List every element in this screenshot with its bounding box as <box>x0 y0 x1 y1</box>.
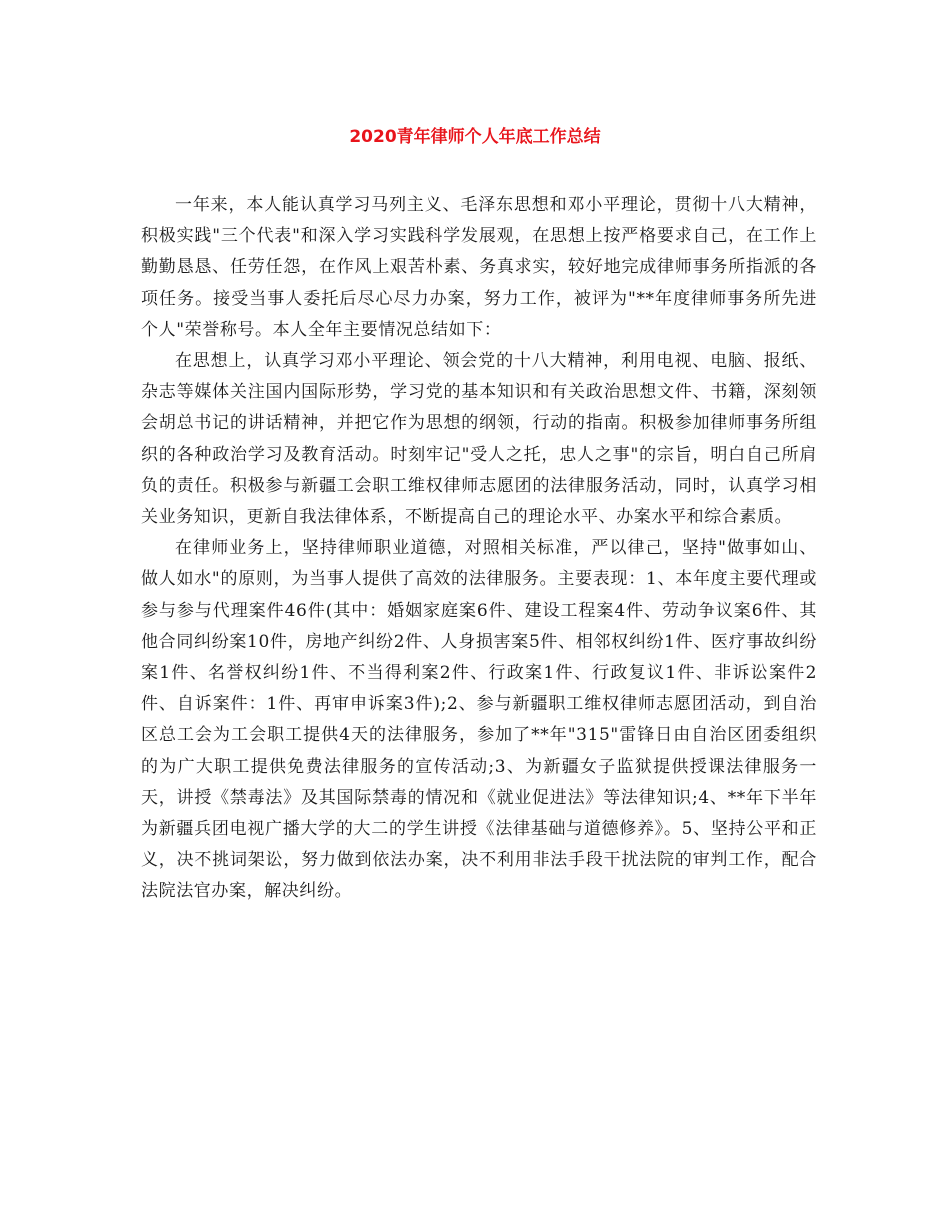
document-title: 2020青年律师个人年底工作总结 <box>349 127 601 147</box>
paragraph-intro: 一年来，本人能认真学习马列主义、毛泽东思想和邓小平理论，贯彻十八大精神，积极实践"三个代表"和深入学习实践科学发展观，在思想上按严格要求自己，在工作上勤勤恳恳、任劳任怨，在作风上艰苦朴素、务真求实，较好地完成律师事务所指派的各项任务。接受当事人委托后尽心尽力办案，努力工作，被评为"**年度律师事务所先进个人"荣誉称号。本人全年主要情况总结如下： <box>141 195 817 340</box>
paragraph-legal-work: 在律师业务上，坚持律师职业道德，对照相关标准，严以律己，坚持"做事如山、做人如水"的原则，为当事人提供了高效的法律服务。主要表现：1、本年度主要代理或参与参与代理案件46件(其中：婚姻家庭案6件、建设工程案4件、劳动争议案6件、其他合同纠纷案10件，房地产纠纷2件、人身损害案5件、相邻权纠纷1件、医疗事故纠纷案1件、名誉权纠纷1件、不当得利案2件、行政案1件、行政复议1件、非诉讼案件2件、自诉案件：1件、再审申诉案3件);2、参与新疆职工维权律师志愿团活动，到自治区总工会为工会职工提供4天的法律服务，参加了**年"315"雷锋日由自治区团委组织的为广大职工提供免费法律服务的宣传活动;3、为新疆女子监狱提供授课法律服务一天，讲授《禁毒法》及其国际禁毒的情况和《就业促进法》等法律知识;4、**年下半年为新疆兵团电视广播大学的大二的学生讲授《法律基础与道德修养》。5、坚持公平和正义，决不挑词架讼，努力做到依法办案，决不利用非法手段干扰法院的审判工作，配合法院法官办案，解决纠纷。 <box>141 538 817 902</box>
document-body <box>141 190 817 908</box>
paragraph-ideology: 在思想上，认真学习邓小平理论、领会党的十八大精神，利用电视、电脑、报纸、杂志等媒体关注国内国际形势，学习党的基本知识和有关政治思想文件、书籍，深刻领会胡总书记的讲话精神，并把它作为思想的纲领，行动的指南。积极参加律师事务所组织的各种政治学习及教育活动。时刻牢记"受人之托，忠人之事"的宗旨，明白自己所肩负的责任。积极参与新疆工会职工维权律师志愿团的法律服务活动，同时，认真学习相关业务知识，更新自我法律体系，不断提高自己的理论水平、办案水平和综合素质。 <box>141 351 817 528</box>
